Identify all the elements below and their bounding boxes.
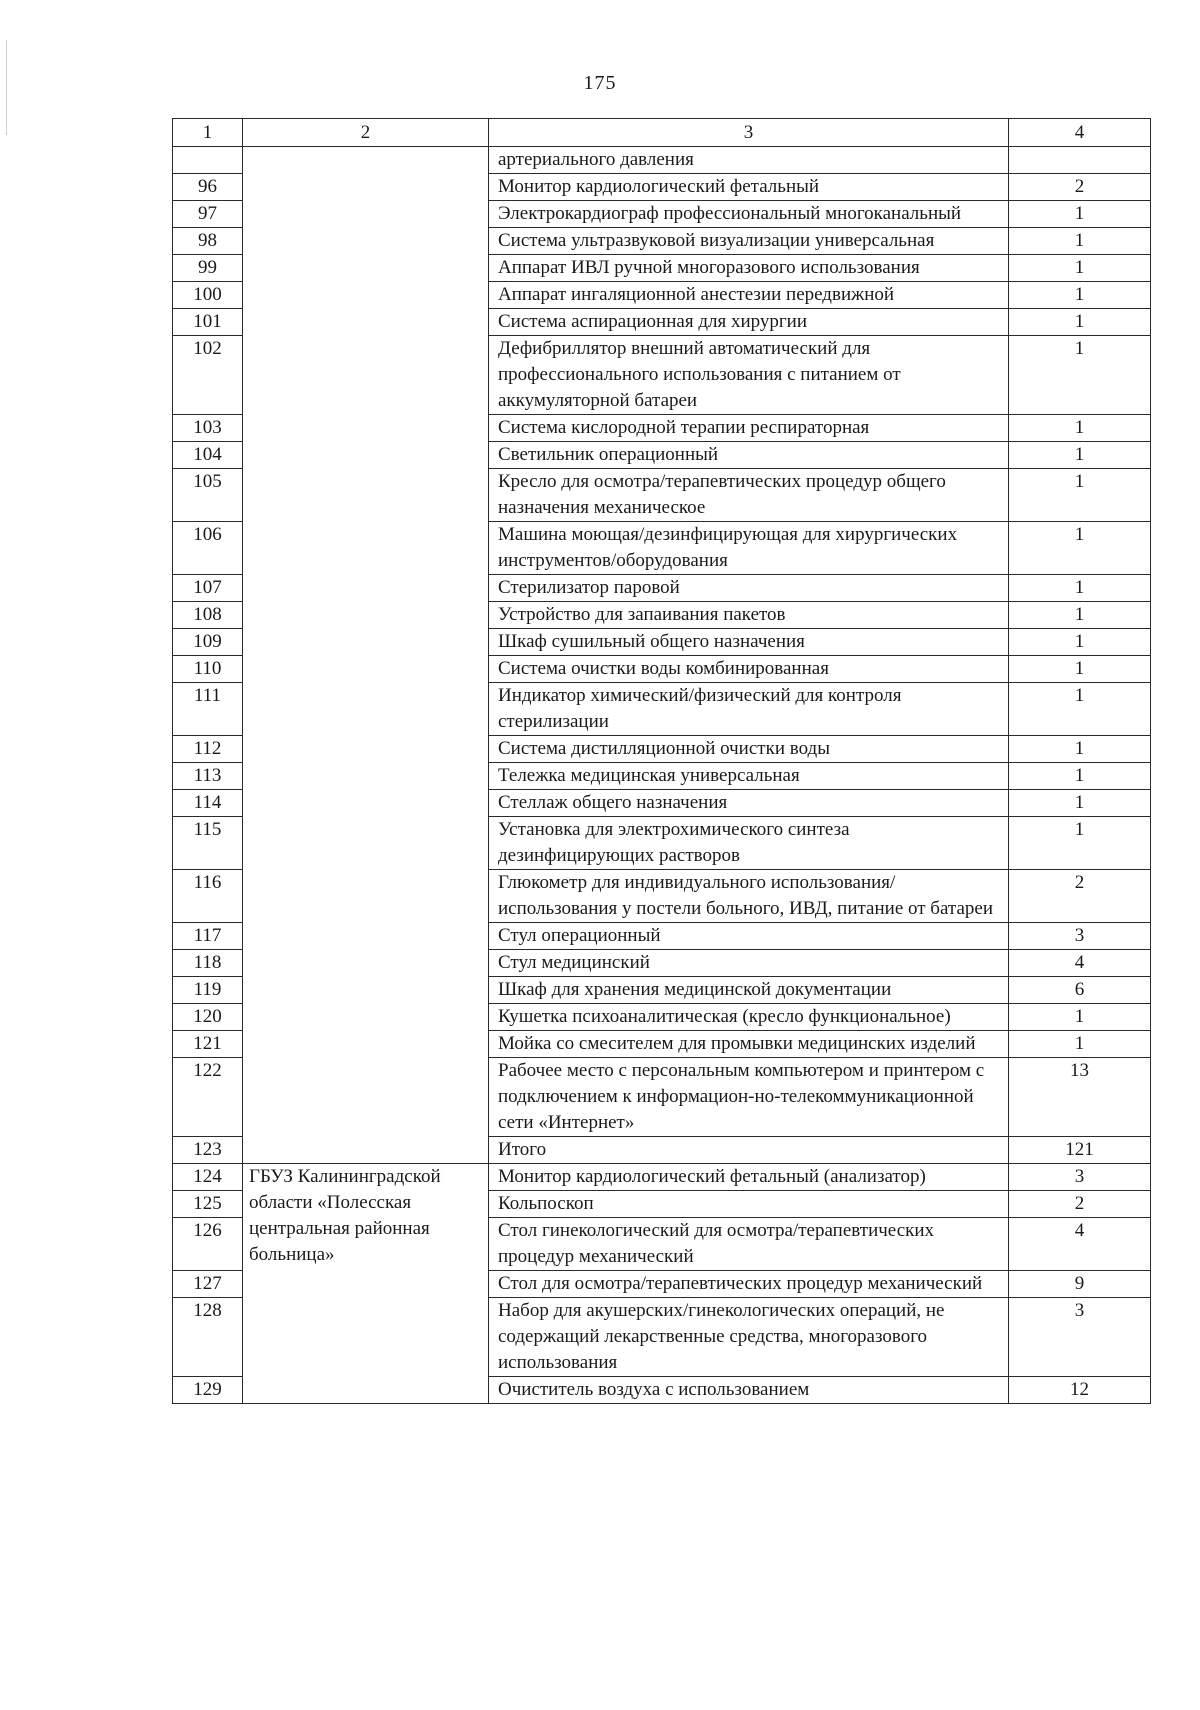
organization-cell-previous: [243, 147, 489, 1164]
column-header-4: 4: [1009, 119, 1151, 147]
equipment-name-cell: Итого: [489, 1137, 1009, 1164]
row-number-cell: 118: [173, 950, 243, 977]
equipment-name-cell: Установка для электрохимического синтеза дезинфицирующих растворов: [489, 817, 1009, 870]
equipment-name-cell: Монитор кардиологический фетальный: [489, 174, 1009, 201]
quantity-cell: 2: [1009, 174, 1151, 201]
row-number-cell: 124: [173, 1164, 243, 1191]
row-number-cell: 129: [173, 1377, 243, 1404]
quantity-cell: 4: [1009, 950, 1151, 977]
equipment-name-cell: Система дистилляционной очистки воды: [489, 736, 1009, 763]
quantity-cell: 1: [1009, 228, 1151, 255]
row-number-cell: 108: [173, 602, 243, 629]
quantity-cell: 1: [1009, 255, 1151, 282]
equipment-name-cell: Система очистки воды комбинированная: [489, 656, 1009, 683]
table-row: [173, 1164, 1151, 1191]
equipment-name-cell: Кольпоскоп: [489, 1191, 1009, 1218]
equipment-name-cell: Аппарат ИВЛ ручной многоразового использования: [489, 255, 1009, 282]
equipment-name-cell: Рабочее место с персональным компьютером и принтером с подключением к информацион-но-телекоммуникационной сети «Интернет»: [489, 1058, 1009, 1137]
quantity-cell: 1: [1009, 1031, 1151, 1058]
equipment-name-cell: Электрокардиограф профессиональный многоканальный: [489, 201, 1009, 228]
quantity-cell: 1: [1009, 201, 1151, 228]
equipment-name-cell: Монитор кардиологический фетальный (анализатор): [489, 1164, 1009, 1191]
equipment-name-cell: Очиститель воздуха с использованием: [489, 1377, 1009, 1404]
row-number-cell: 125: [173, 1191, 243, 1218]
row-number-cell: 104: [173, 442, 243, 469]
equipment-name-cell: Машина моющая/дезинфицирующая для хирургических инструментов/оборудования: [489, 522, 1009, 575]
quantity-cell: 4: [1009, 1218, 1151, 1271]
equipment-table-body: [173, 119, 1151, 1404]
equipment-name-cell: Мойка со смесителем для промывки медицинских изделий: [489, 1031, 1009, 1058]
quantity-cell: 2: [1009, 1191, 1151, 1218]
row-number-cell: 110: [173, 656, 243, 683]
equipment-name-cell: Аппарат ингаляционной анестезии передвижной: [489, 282, 1009, 309]
equipment-name-cell: Светильник операционный: [489, 442, 1009, 469]
equipment-table: [172, 118, 1151, 1404]
row-number-cell: 113: [173, 763, 243, 790]
row-number-cell: 105: [173, 469, 243, 522]
quantity-cell: 12: [1009, 1377, 1151, 1404]
equipment-name-cell: Шкаф сушильный общего назначения: [489, 629, 1009, 656]
row-number-cell: 111: [173, 683, 243, 736]
row-number-cell: 117: [173, 923, 243, 950]
quantity-cell: 1: [1009, 522, 1151, 575]
equipment-name-cell: Стол для осмотра/терапевтических процедур механический: [489, 1271, 1009, 1298]
page-number: 175: [583, 72, 617, 94]
column-header-1: 1: [173, 119, 243, 147]
quantity-cell: 1: [1009, 309, 1151, 336]
row-number-cell: 100: [173, 282, 243, 309]
row-number-cell: 121: [173, 1031, 243, 1058]
row-number-cell: 114: [173, 790, 243, 817]
quantity-cell: 1: [1009, 683, 1151, 736]
equipment-name-cell: Индикатор химический/физический для контроля стерилизации: [489, 683, 1009, 736]
row-number-cell: 116: [173, 870, 243, 923]
continuation-row: [173, 147, 1151, 174]
equipment-name-cell: Глюкометр для индивидуального использования/использования у постели больного, ИВД, питание от батареи: [489, 870, 1009, 923]
equipment-name-cell: Кушетка психоаналитическая (кресло функциональное): [489, 1004, 1009, 1031]
row-number-cell: 120: [173, 1004, 243, 1031]
row-number-cell: 109: [173, 629, 243, 656]
equipment-name-cell: Тележка медицинская универсальная: [489, 763, 1009, 790]
equipment-name-cell: Система аспирационная для хирургии: [489, 309, 1009, 336]
quantity-cell: 3: [1009, 1164, 1151, 1191]
equipment-name-cell: Стеллаж общего назначения: [489, 790, 1009, 817]
row-number-cell: 96: [173, 174, 243, 201]
column-header-2: 2: [243, 119, 489, 147]
quantity-cell: 1: [1009, 763, 1151, 790]
row-number-cell: 112: [173, 736, 243, 763]
equipment-name-cell: Стол гинекологический для осмотра/терапевтических процедур механический: [489, 1218, 1009, 1271]
row-number-cell: 128: [173, 1298, 243, 1377]
quantity-cell: 1: [1009, 282, 1151, 309]
equipment-name-cell: Дефибриллятор внешний автоматический для профессионального использования с питанием от аккумуляторной батареи: [489, 336, 1009, 415]
equipment-name-cell: Система кислородной терапии респираторная: [489, 415, 1009, 442]
quantity-cell: 6: [1009, 977, 1151, 1004]
row-number-cell: 101: [173, 309, 243, 336]
row-number-cell: 97: [173, 201, 243, 228]
quantity-cell: 2: [1009, 870, 1151, 923]
table-header-row: [173, 119, 1151, 147]
row-number-cell: 122: [173, 1058, 243, 1137]
quantity-cell: 1: [1009, 602, 1151, 629]
quantity-cell: 1: [1009, 442, 1151, 469]
equipment-name-cell: Стул операционный: [489, 923, 1009, 950]
quantity-cell: 1: [1009, 415, 1151, 442]
row-number-cell: 126: [173, 1218, 243, 1271]
row-number-cell: 123: [173, 1137, 243, 1164]
row-number-cell: 127: [173, 1271, 243, 1298]
row-number-cell: 98: [173, 228, 243, 255]
row-number-cell: 107: [173, 575, 243, 602]
continuation-item-cell: артериального давления: [489, 147, 1009, 174]
equipment-name-cell: Кресло для осмотра/терапевтических процедур общего назначения механическое: [489, 469, 1009, 522]
quantity-cell: 9: [1009, 1271, 1151, 1298]
quantity-cell: 1: [1009, 469, 1151, 522]
quantity-cell: 13: [1009, 1058, 1151, 1137]
row-number-cell: 119: [173, 977, 243, 1004]
quantity-cell: 1: [1009, 575, 1151, 602]
quantity-cell: 3: [1009, 923, 1151, 950]
quantity-cell: 1: [1009, 736, 1151, 763]
quantity-cell: 1: [1009, 790, 1151, 817]
continuation-qty-cell: [1009, 147, 1151, 174]
quantity-cell: 1: [1009, 656, 1151, 683]
continuation-number-cell: [173, 147, 243, 174]
organization-cell: ГБУЗ Калининградской области «Полесская центральная районная больница»: [243, 1164, 489, 1404]
quantity-cell: 1: [1009, 336, 1151, 415]
row-number-cell: 102: [173, 336, 243, 415]
quantity-cell: 1: [1009, 817, 1151, 870]
equipment-name-cell: Стерилизатор паровой: [489, 575, 1009, 602]
equipment-name-cell: Шкаф для хранения медицинской документации: [489, 977, 1009, 1004]
quantity-cell: 3: [1009, 1298, 1151, 1377]
equipment-name-cell: Стул медицинский: [489, 950, 1009, 977]
quantity-cell: 121: [1009, 1137, 1151, 1164]
equipment-name-cell: Система ультразвуковой визуализации универсальная: [489, 228, 1009, 255]
quantity-cell: 1: [1009, 629, 1151, 656]
row-number-cell: 99: [173, 255, 243, 282]
equipment-name-cell: Устройство для запаивания пакетов: [489, 602, 1009, 629]
row-number-cell: 106: [173, 522, 243, 575]
column-header-3: 3: [489, 119, 1009, 147]
equipment-name-cell: Набор для акушерских/гинекологических операций, не содержащий лекарственные средства, многоразового использования: [489, 1298, 1009, 1377]
quantity-cell: 1: [1009, 1004, 1151, 1031]
row-number-cell: 115: [173, 817, 243, 870]
row-number-cell: 103: [173, 415, 243, 442]
